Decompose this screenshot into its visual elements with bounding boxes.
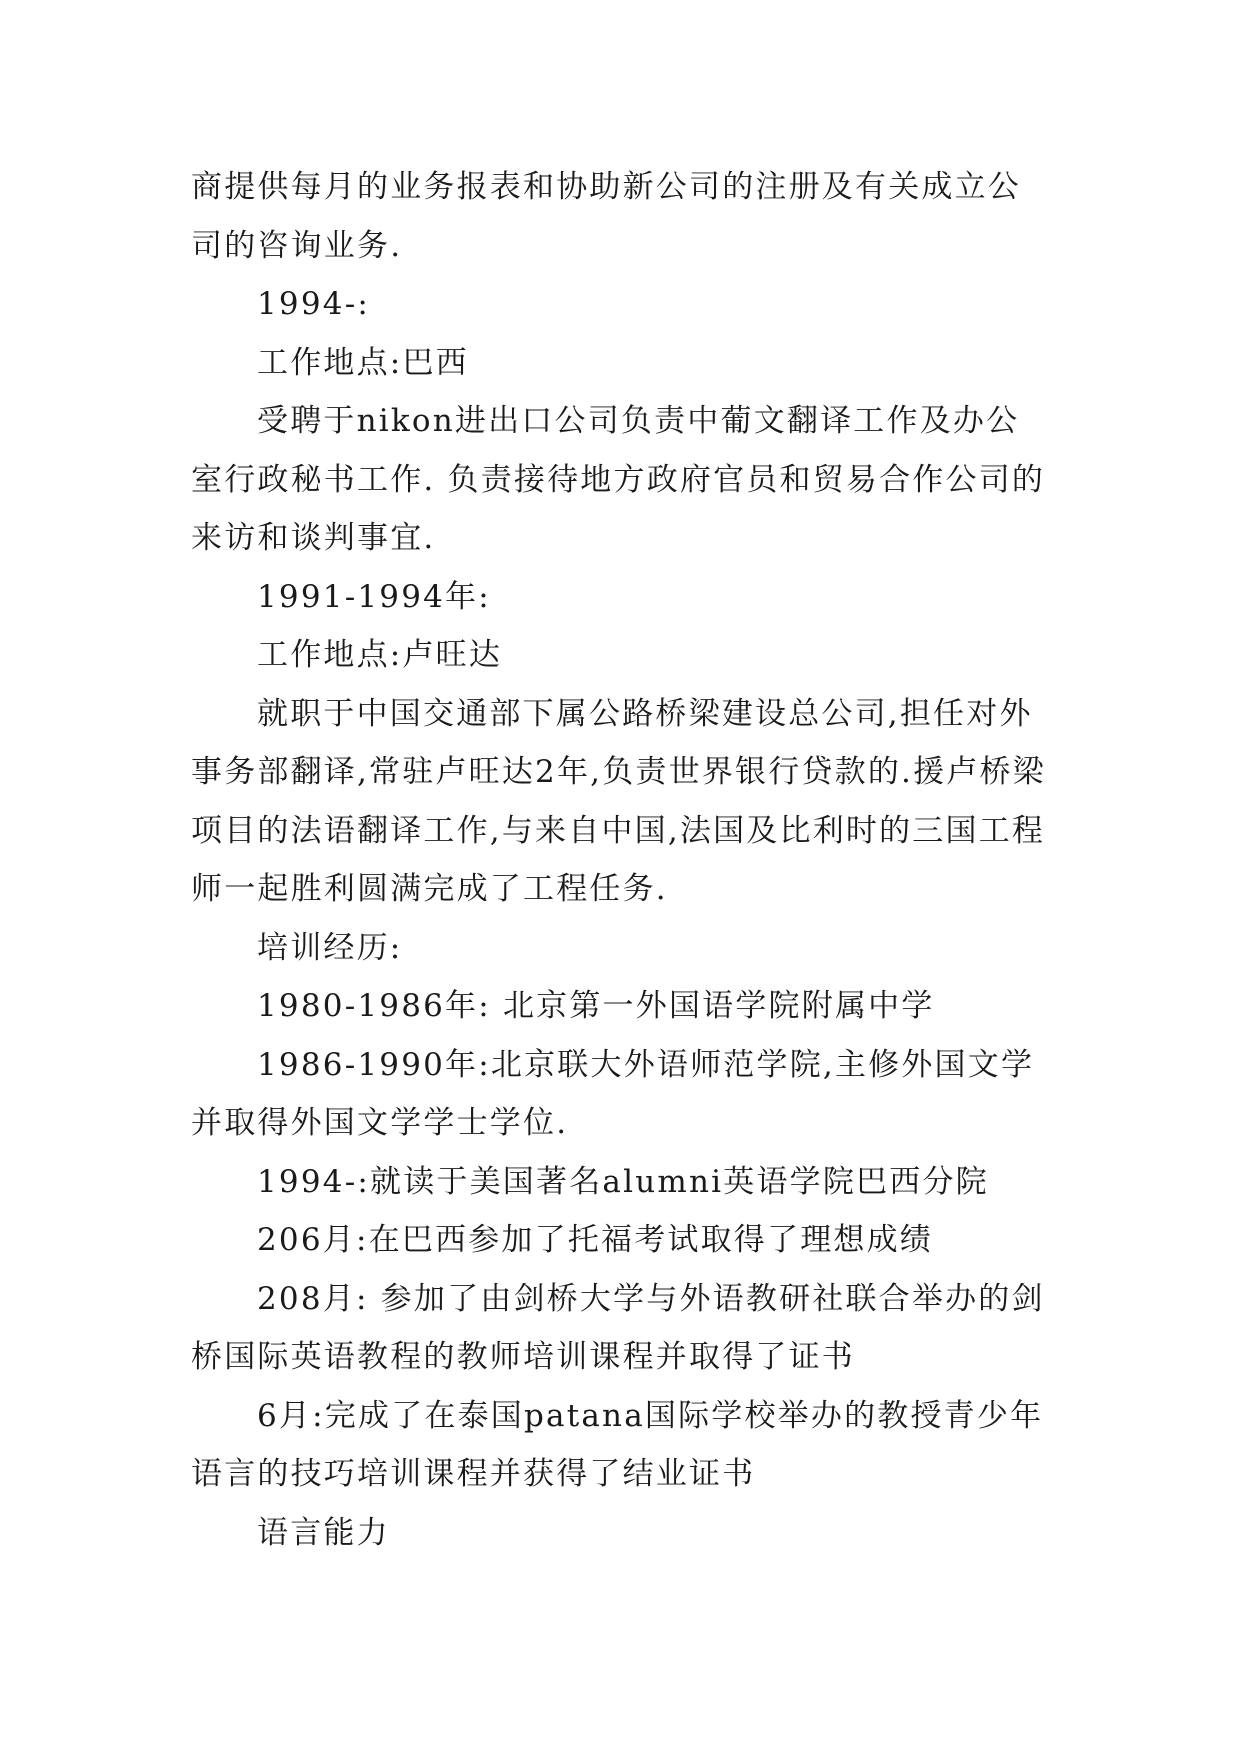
paragraph-training-1980-1986: 1980-1986年: 北京第一外国语学院附属中学 — [257, 988, 935, 1024]
paragraph-location-brazil: 工作地点:巴西 — [257, 344, 469, 381]
paragraph-training-1986-1990: 1986-1990年:北京联大外语师范学院,主修外国文学并取得外国文学学士学位. — [191, 1046, 1035, 1141]
paragraph-date-1994: 1994-: — [257, 286, 371, 322]
paragraph-language-heading: 语言能力 — [257, 1514, 390, 1551]
paragraph-training-toefl: 206月:在巴西参加了托福考试取得了理想成绩 — [257, 1222, 934, 1258]
paragraph-training-alumni: 1994-:就读于美国著名alumni英语学院巴西分院 — [257, 1163, 989, 1200]
paragraph-training-heading: 培训经历: — [257, 929, 403, 966]
document-body — [191, 158, 1051, 1562]
paragraph-nikon-job: 受聘于nikon进出口公司负责中葡文翻译工作及办公室行政秘书工作. 负责接待地方政府官员和贸易合作公司的来访和谈判事宜. — [191, 403, 1046, 556]
paragraph-company-services: 商提供每月的业务报表和协助新公司的注册及有关成立公司的咨询业务. — [191, 169, 1021, 264]
paragraph-training-patana: 6月:完成了在泰国patana国际学校举办的教授青少年语言的技巧培训课程并获得了结业证书 — [191, 1397, 1044, 1492]
paragraph-training-cambridge: 208月: 参加了由剑桥大学与外语教研社联合举办的剑桥国际英语教程的教师培训课程并取得了证书 — [191, 1280, 1045, 1375]
paragraph-location-rwanda: 工作地点:卢旺达 — [257, 637, 503, 673]
paragraph-date-1991-1994: 1991-1994年: — [257, 578, 491, 615]
paragraph-rwanda-job: 就职于中国交通部下属公路桥梁建设总公司,担任对外事务部翻译,常驻卢旺达2年,负责世界银行贷款的.援卢桥梁项目的法语翻译工作,与来自中国,法国及比利时的三国工程师一起胜利圆满完成了工程任务. — [191, 695, 1046, 907]
